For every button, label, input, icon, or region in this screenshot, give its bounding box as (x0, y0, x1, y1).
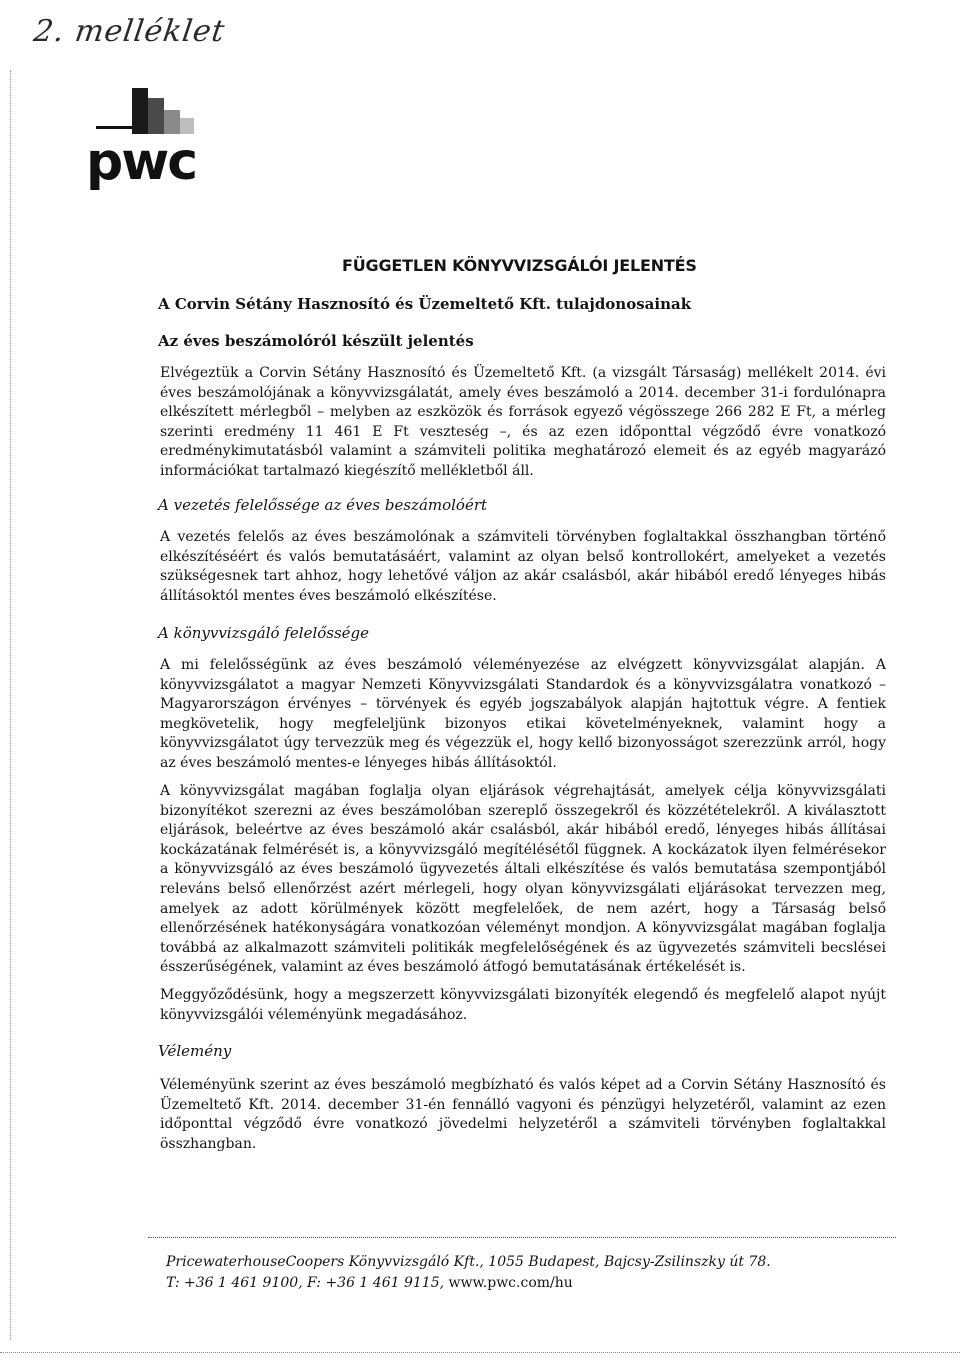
auditor-responsibility-paragraph-3: Meggyőződésünk, hogy a megszerzett könyvvizsgálati bizonyíték elegendő és megfelelő alapot nyújt könyvvizsgálói véleményünk megadásához. (160, 987, 886, 1023)
auditor-responsibility-paragraph-2: A könyvvizsgálat magában foglalja olyan eljárások végrehajtását, amelyek célja könyvvizsgálati bizonyítékot szerezni az éves beszámolóban szereplő összegekről és közzétételekről. A kiválasztott eljárások, beleértve az éves beszámoló akár csalásból, akár hibából eredő, lényeges hibás állításai kockázatának felmérését is, a könyvvizsgáló megítélésétől függnek. A kockázatok ilyen felmérésekor a könyvvizsgáló az éves beszámoló ügyvezetés általi elkészítése és valós bemutatása szempontjából releváns belső ellenőrzést azért mérlegeli, hogy olyan könyvvizsgálati eljárásokat tervezzen meg, amelyek az adott körülmények között megfelelőek, de nem azért, hogy a Társaság belső ellenőrzésének hatékonyságára vonatkozóan véleményt mondjon. A könyvvizsgálat magában foglalja továbbá az alkalmazott számviteli politikák megfelelőségének és az ügyvezetés számviteli becslései ésszerűségének, valamint az éves beszámoló átfogó bemutatásának értékelését is. (160, 783, 886, 976)
logo-blocks-graphic (76, 88, 216, 138)
footer-company-address: PricewaterhouseCoopers Könyvvizsgáló Kft., 1055 Budapest, Bajcsy-Zsilinszky út 78. (166, 1254, 771, 1270)
intro-paragraph: Elvégeztük a Corvin Sétány Hasznosító és Üzemeltető Kft. (a vizsgált Társaság) mellékelt 2014. évi éves beszámolójának a könyvvizsgálatát, amely éves beszámoló a 2014. december 31-i fordulónapra elkészített mérlegből – melyben az eszközök és források egyező végösszege 266 282 E Ft, a mérleg szerinti eredmény 11 461 E Ft veszteség –, és az ezen időponttal végződő évre vonatkozó eredménykimutatásból valamint a számviteli politika meghatározó elemeit és az egyéb magyarázó információkat tartalmazó kiegészítő mellékletből áll. (160, 365, 886, 479)
report-addressee: A Corvin Sétány Hasznosító és Üzemeltető Kft. tulajdonosainak (158, 295, 692, 313)
section-heading: Az éves beszámolóról készült jelentés (158, 332, 474, 350)
pwc-logo (76, 88, 216, 198)
handwritten-annotation: 2. melléklet (31, 14, 228, 49)
footer-contact (166, 1275, 573, 1291)
auditor-responsibility-heading: A könyvvizsgáló felelőssége (158, 624, 370, 642)
footer-website-link[interactable]: www.pwc.com/hu (448, 1275, 573, 1291)
opinion-paragraph: Véleményünk szerint az éves beszámoló megbízható és valós képet ad a Corvin Sétány Hasznosító és Üzemeltető Kft. 2014. december 31-én fennálló vagyoni és pénzügyi helyzetéről, valamint az ezen időponttal végződő évre vonatkozó jövedelmi helyzetéről a számviteli törvényben foglaltakkal összhangban. (160, 1077, 886, 1152)
auditor-responsibility-paragraph-1: A mi felelősségünk az éves beszámoló véleményezése az elvégzett könyvvizsgálat alapján. A könyvvizsgálatot a magyar Nemzeti Könyvvizsgálati Standardok és a könyvvizsgálatra vonatkozó – Magyarországon érvényes – törvények és egyéb jogszabályok alapján hajtottuk végre. A fentiek megkövetelik, hogy megfeleljünk bizonyos etikai követelményeknek, valamint hogy a könyvvizsgálatot úgy tervezzük meg és végezzük el, hogy kellő bizonyosságot szerezzünk arról, hogy az éves beszámoló mentes-e lényeges hibás állításoktól. (160, 657, 886, 771)
scan-margin-line (10, 70, 12, 1340)
management-responsibility-paragraph: A vezetés felelős az éves beszámolónak a számviteli törvényben foglaltakkal összhangban történő elkészítéséért és valós bemutatásáért, valamint az olyan belső kontrollokért, amelyeket a vezetés szükségesnek tart ahhoz, hogy lehetővé váljon az akár csalásból, akár hibából eredő lényeges hibás állításoktól mentes éves beszámoló elkészítése. (160, 529, 886, 604)
management-responsibility-heading: A vezetés felelőssége az éves beszámolóért (158, 496, 488, 514)
footer-divider (148, 1237, 896, 1238)
opinion-heading: Vélemény (158, 1042, 232, 1060)
report-title: FÜGGETLEN KÖNYVVIZSGÁLÓI JELENTÉS (342, 256, 697, 275)
logo-wordmark: pwc (86, 132, 197, 192)
scan-bottom-edge (0, 1352, 960, 1353)
footer-phone-fax: T: +36 1 461 9100, F: +36 1 461 9115, (166, 1275, 445, 1291)
